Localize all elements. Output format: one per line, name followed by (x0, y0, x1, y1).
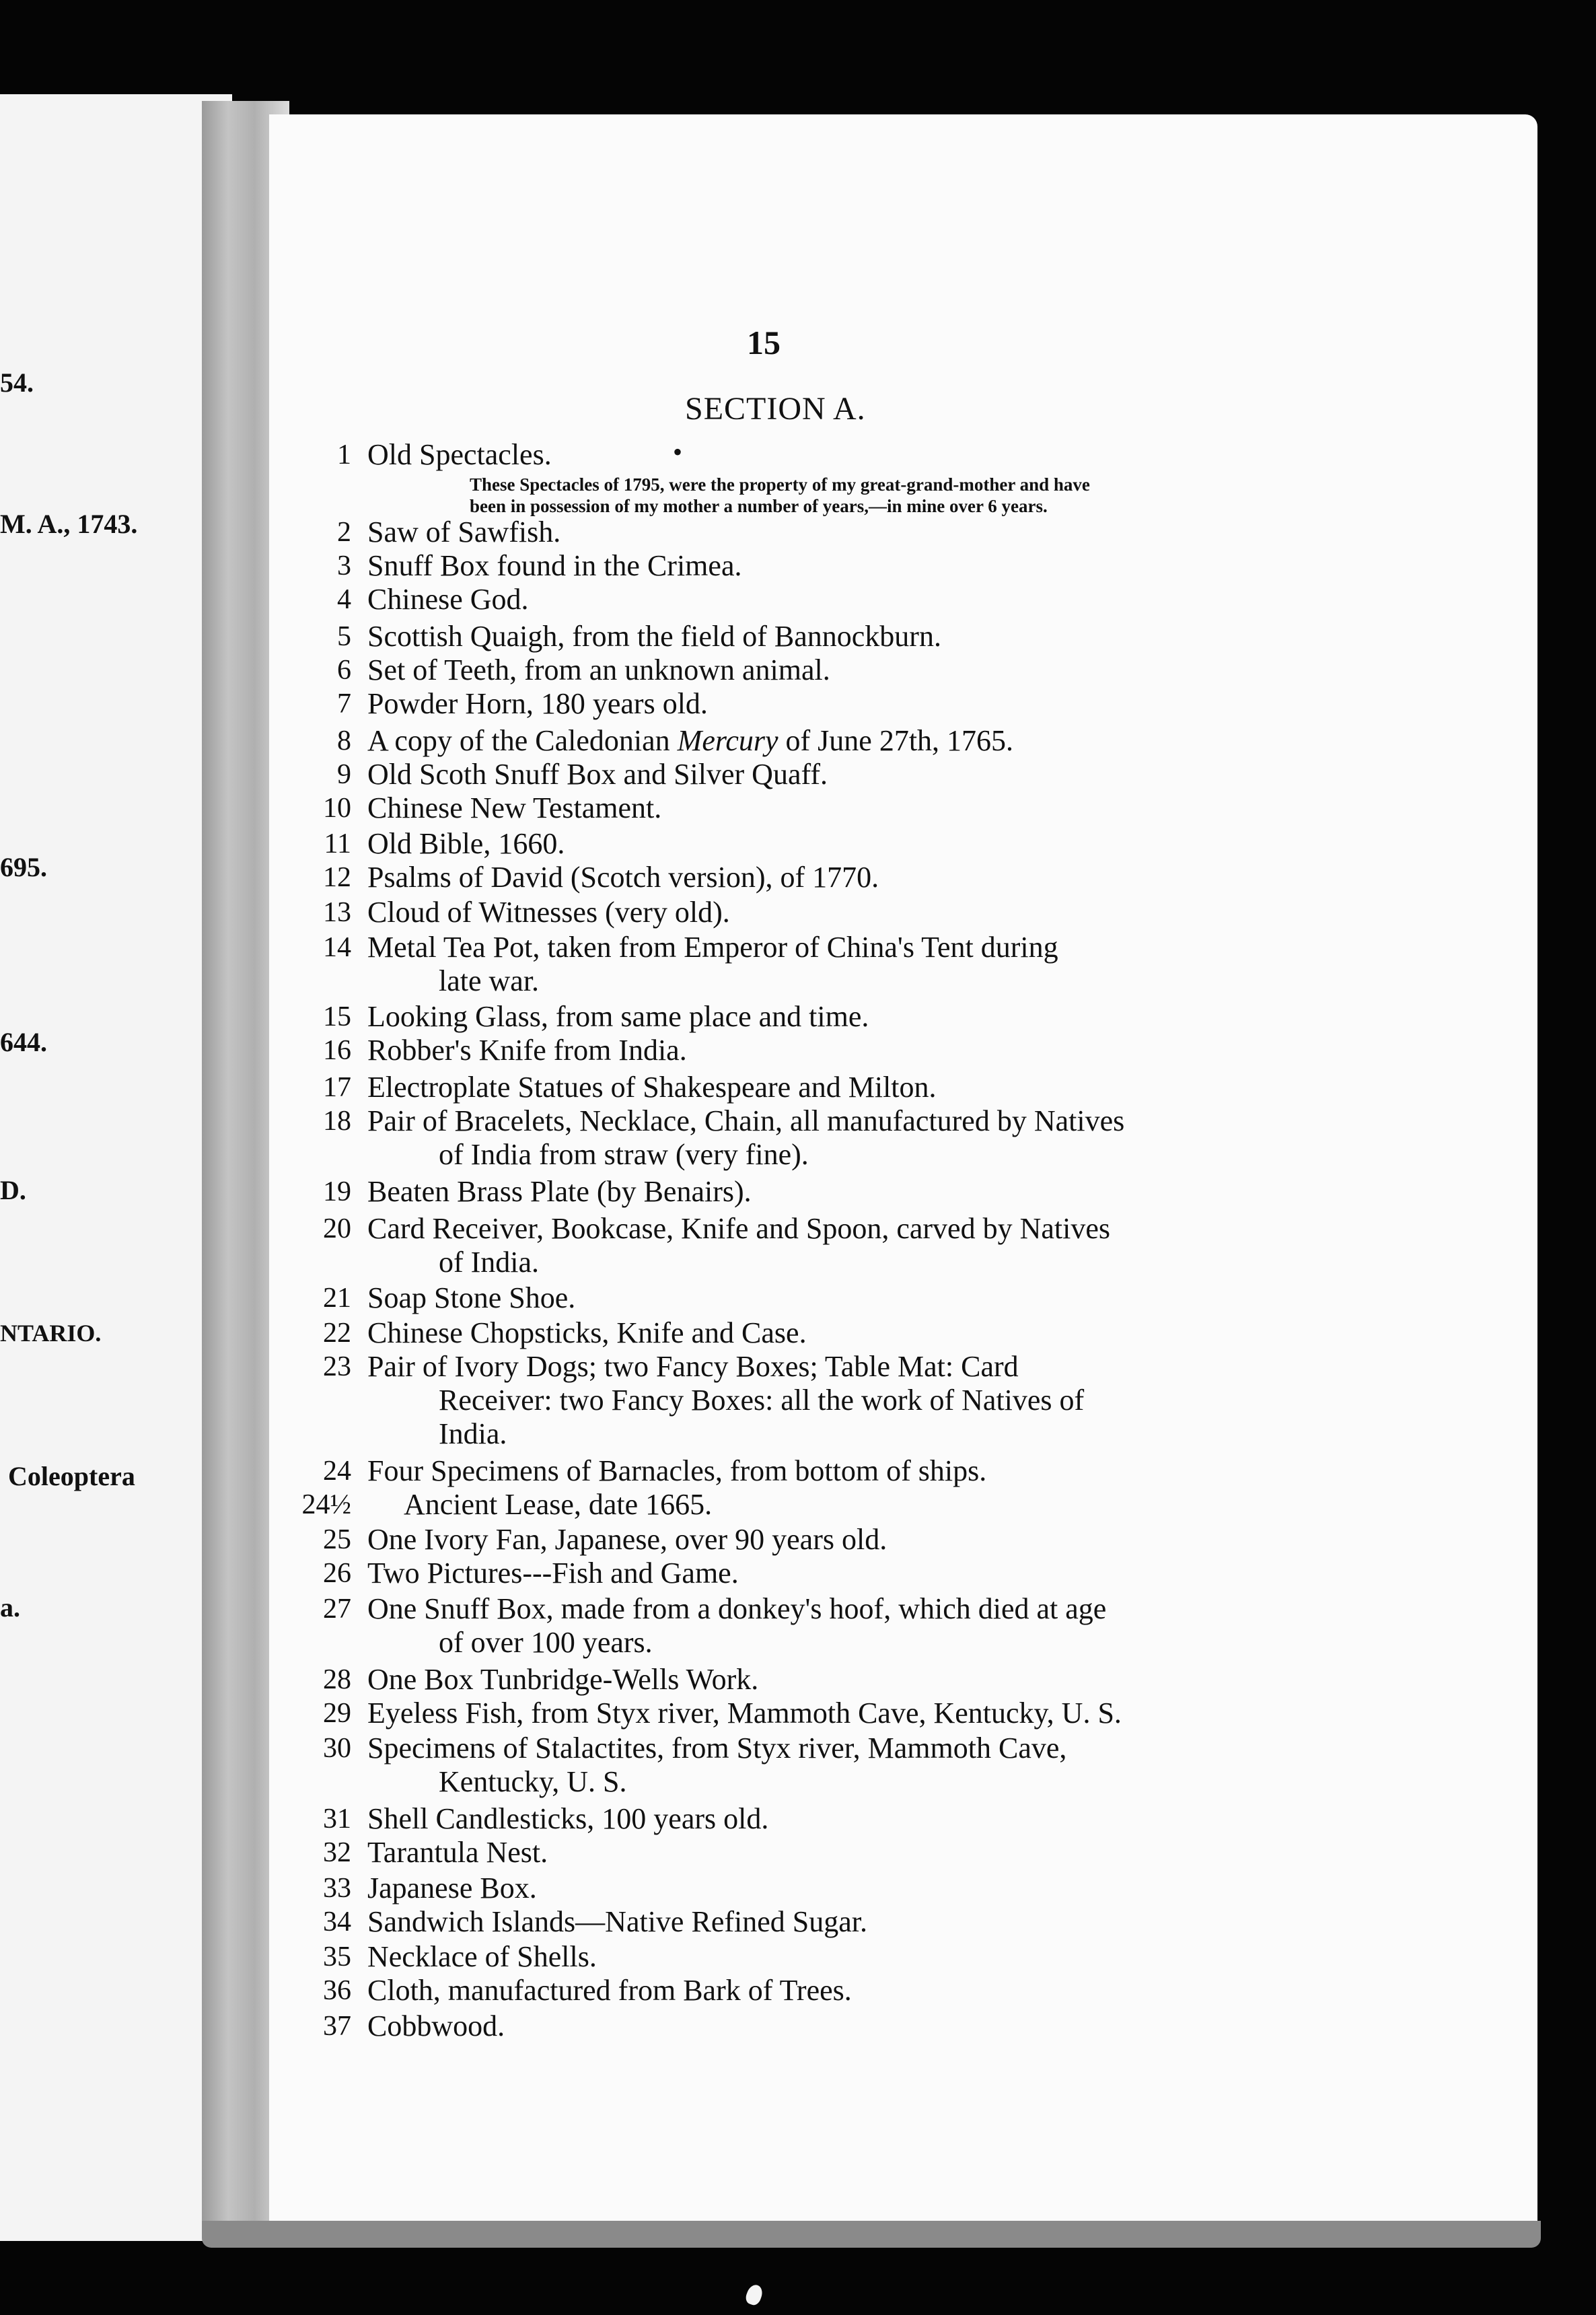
item-number: 17 (323, 1072, 351, 1103)
item-number: 6 (337, 655, 351, 686)
catalogue-item-continuation: of over 100 years. (439, 1626, 653, 1659)
item-number: 32 (323, 1837, 351, 1868)
item-number: 22 (323, 1318, 351, 1349)
left-page-fragment: D. (0, 1175, 26, 1205)
item-number: 12 (323, 862, 351, 893)
catalogue-item (367, 723, 1013, 758)
item-text-part: of June 27th, 1765. (785, 724, 1014, 757)
catalogue-item: Metal Tea Pot, taken from Emperor of China's Tent during (367, 931, 1058, 964)
item-number: 21 (323, 1283, 351, 1314)
catalogue-item: Old Bible, 1660. (367, 827, 565, 860)
item-number: 16 (323, 1035, 351, 1066)
catalogue-item: Specimens of Stalactites, from Styx river, Mammoth Cave, (367, 1732, 1067, 1765)
catalogue-item: Cobbwood. (367, 2009, 505, 2042)
item-number: 23 (323, 1351, 351, 1382)
left-page-fragment: M. A., 1743. (0, 509, 138, 539)
catalogue-item: One Box Tunbridge-Wells Work. (367, 1663, 759, 1696)
catalogue-item-continuation: of India. (439, 1246, 540, 1279)
catalogue-item: Psalms of David (Scotch version), of 1770. (367, 861, 879, 894)
catalogue-item: Chinese God. (367, 583, 529, 616)
left-page-fragment: Coleoptera (8, 1461, 135, 1491)
item-number: 20 (323, 1213, 351, 1244)
left-page-fragment: a. (0, 1592, 20, 1623)
catalogue-item: Old Scoth Snuff Box and Silver Quaff. (367, 758, 828, 791)
left-facing-page (0, 94, 232, 2241)
item-number: 26 (323, 1558, 351, 1589)
item-number: 29 (323, 1698, 351, 1729)
catalogue-item: Snuff Box found in the Crimea. (367, 549, 742, 582)
catalogue-item: Soap Stone Shoe. (367, 1281, 576, 1314)
catalogue-item: Scottish Quaigh, from the field of Bannockburn. (367, 620, 941, 653)
scan-mark (744, 2283, 765, 2307)
catalogue-item: Set of Teeth, from an unknown animal. (367, 653, 830, 686)
catalogue-item: Looking Glass, from same place and time. (367, 1000, 869, 1033)
catalogue-item: Powder Horn, 180 years old. (367, 687, 708, 720)
item-number: 15 (323, 1001, 351, 1032)
catalogue-item: One Ivory Fan, Japanese, over 90 years old. (367, 1523, 887, 1556)
left-page-fragment: 54. (0, 367, 34, 398)
left-page-fragment: 695. (0, 852, 47, 882)
catalogue-item: One Snuff Box, made from a donkey's hoof, which died at age (367, 1592, 1107, 1625)
item-number: 31 (323, 1804, 351, 1835)
catalogue-item: Four Specimens of Barnacles, from bottom of ships. (367, 1454, 987, 1487)
item-number: 37 (323, 2011, 351, 2042)
catalogue-item: Robber's Knife from India. (367, 1034, 687, 1067)
item-number: 2 (337, 517, 351, 548)
catalogue-item-continuation: late war. (439, 964, 540, 997)
catalogue-item: Old Spectacles. (367, 438, 552, 471)
catalogue-item-continuation: of India from straw (very fine). (439, 1138, 809, 1171)
catalogue-item: Pair of Ivory Dogs; two Fancy Boxes; Table Mat: Card (367, 1350, 1019, 1383)
catalogue-item: Card Receiver, Bookcase, Knife and Spoon, carved by Natives (367, 1212, 1110, 1245)
item-number: 4 (337, 584, 351, 615)
catalogue-item-continuation: Receiver: two Fancy Boxes: all the work of Natives of (439, 1384, 1085, 1417)
catalogue-item: Chinese Chopsticks, Knife and Case. (367, 1316, 807, 1349)
catalogue-item: Cloud of Witnesses (very old). (367, 896, 730, 929)
item-number: 10 (323, 793, 351, 824)
page-bottom-edge (202, 2221, 1541, 2248)
catalogue-item: Electroplate Statues of Shakespeare and Milton. (367, 1071, 937, 1104)
spectacles-note-line: been in possession of my mother a number of years,—in mine over 6 years. (470, 496, 1048, 516)
item-number: 1 (337, 439, 351, 470)
item-text-italic: Mercury (677, 724, 778, 757)
catalogue-item-continuation: Kentucky, U. S. (439, 1765, 627, 1798)
item-number: 34 (323, 1907, 351, 1937)
item-number: 13 (323, 897, 351, 928)
item-number: 7 (337, 688, 351, 719)
catalogue-item: Japanese Box. (367, 1872, 537, 1904)
item-number: 18 (323, 1106, 351, 1137)
catalogue-item: Beaten Brass Plate (by Benairs). (367, 1175, 752, 1208)
catalogue-item: Shell Candlesticks, 100 years old. (367, 1802, 769, 1835)
section-title: SECTION A. (685, 391, 866, 427)
spectacles-note-line: These Spectacles of 1795, were the property of my great-grand-mother and have (470, 474, 1090, 495)
catalogue-item: Chinese New Testament. (367, 791, 662, 824)
item-number: 8 (337, 725, 351, 756)
item-number: 35 (323, 1942, 351, 1972)
catalogue-item: Pair of Bracelets, Necklace, Chain, all manufactured by Natives (367, 1104, 1125, 1137)
item-number: 24 (323, 1456, 351, 1487)
item-number: 36 (323, 1975, 351, 2006)
item-number: 33 (323, 1873, 351, 1904)
left-page-fragment: NTARIO. (0, 1320, 102, 1347)
bullet-mark: • (673, 437, 683, 467)
catalogue-item: Saw of Sawfish. (367, 515, 561, 548)
item-number: 30 (323, 1733, 351, 1764)
catalogue-item-continuation: India. (439, 1417, 507, 1450)
item-number: 14 (323, 932, 351, 963)
item-number: 11 (324, 828, 351, 859)
catalogue-item: Sandwich Islands—Native Refined Sugar. (367, 1905, 867, 1938)
catalogue-item: Tarantula Nest. (367, 1836, 548, 1869)
item-number: 19 (323, 1176, 351, 1207)
item-number: 24½ (301, 1489, 351, 1520)
item-number: 27 (323, 1594, 351, 1625)
item-text-part: A copy of the Caledonian (367, 724, 670, 757)
item-number: 25 (323, 1524, 351, 1555)
item-number: 28 (323, 1664, 351, 1695)
catalogue-item: Necklace of Shells. (367, 1940, 597, 1973)
catalogue-item: Ancient Lease, date 1665. (404, 1488, 713, 1521)
item-number: 3 (337, 550, 351, 581)
catalogue-item: Eyeless Fish, from Styx river, Mammoth Cave, Kentucky, U. S. (367, 1697, 1122, 1730)
item-number: 9 (337, 759, 351, 790)
left-page-fragment: 644. (0, 1027, 47, 1057)
catalogue-item: Cloth, manufactured from Bark of Trees. (367, 1974, 852, 2007)
page-number: 15 (747, 324, 781, 361)
item-number: 5 (337, 621, 351, 652)
catalogue-item: Two Pictures---Fish and Game. (367, 1557, 739, 1590)
